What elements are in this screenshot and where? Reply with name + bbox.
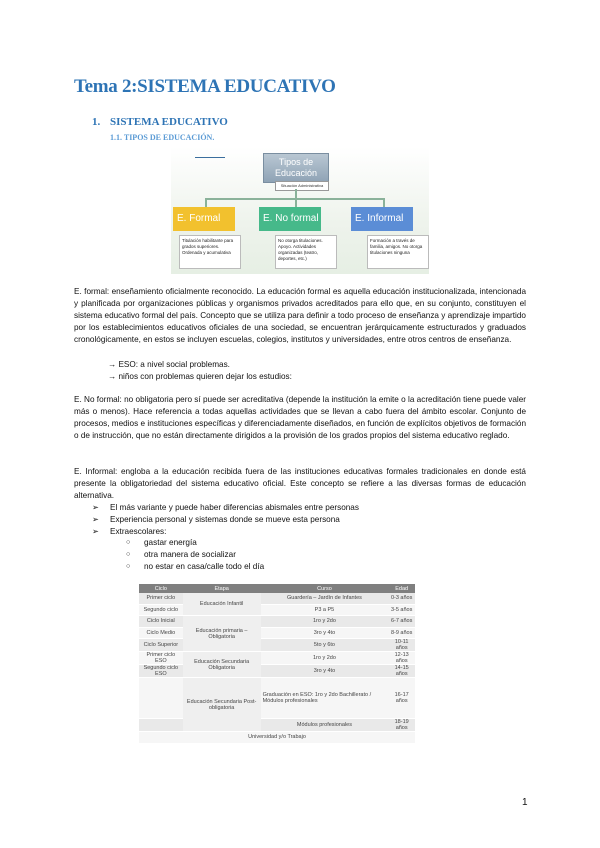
table-row: Módulos profesionales 18-19 años bbox=[139, 719, 415, 732]
sub-bullet-list bbox=[126, 537, 264, 572]
table-header: Edad bbox=[388, 584, 415, 593]
paragraph-formal: E. formal: enseñamiento oficialmente reconocido. La educación formal es aquella educación institucionalizada, intencionada y planificada por organizaciones públicas y organismos privados acreditados para ello que, en su conjunto, constituyen el sistema educativo formal del país. Concepto que se utiliza para definir a todo proceso de enseñanza y aprendizaje impartido por los establecimientos educativos oficiales de una sociedad, se encuentran jerárquicamente estructurados y graduados cronológicamente, en estos se incluyen escuelas, colegios, institutos y universidades, entre otros centros de enseñanza. bbox=[74, 287, 526, 345]
bullet-list bbox=[92, 502, 359, 537]
bullet-arrow-icon: ➢ bbox=[92, 526, 99, 536]
table-row: Primer ciclo Educación Infantil Guardería – Jardín de Infantes 0-3 años bbox=[139, 593, 415, 604]
table-row: Ciclo Inicial Educación primaria – Obligatoria 1ro y 2do 6-7 años bbox=[139, 616, 415, 628]
table-header: Curso bbox=[261, 584, 389, 593]
education-stages-table bbox=[139, 584, 415, 744]
list-item: ➢ El más variante y puede haber diferencias abismales entre personas bbox=[92, 503, 359, 512]
section-heading bbox=[92, 116, 228, 128]
list-item: ➢ Experiencia personal y sistemas donde se mueve esta persona bbox=[92, 514, 340, 524]
circle-bullet-icon: ○ bbox=[126, 539, 131, 546]
diagram-box-formal: E. Formal bbox=[173, 207, 235, 231]
circle-bullet-icon: ○ bbox=[126, 562, 131, 570]
paragraph-no-formal: E. No formal: no obligatoria pero sí puede ser acreditativa (depende la institución la emite o la acreditación tiene puede valer más o menos). Hace referencia a todas aquellas actividades que se llevan a cabo fuera del ámbito escolar. Conjunto de procesos, medios e instituciones específicas y diferenciadamente diseñados, en función de explícitos objetivos de formación o de instrucción, que no están directamente dirigidos a la provisión de los grados propios del sistema educativo reglado. bbox=[74, 395, 526, 441]
diagram-line bbox=[195, 157, 225, 158]
subsection-heading: 1.1. TIPOS DE EDUCACIÓN. bbox=[110, 133, 215, 142]
list-item: ○ no estar en casa/calle todo el día bbox=[126, 561, 265, 571]
table-row: Segundo ciclo P3 a P5 3-5 años bbox=[139, 604, 415, 616]
table-header: Ciclo bbox=[139, 584, 183, 593]
page-title: Tema 2:SISTEMA EDUCATIVO bbox=[74, 76, 336, 97]
table-row: Ciclo Superior 5to y 6to 10-11 años bbox=[139, 639, 415, 652]
table-row: Primer ciclo ESO Educación Secundaria Obligatoria 1ro y 2do 12-13 años bbox=[139, 652, 415, 665]
section-label: SISTEMA EDUCATIVO bbox=[110, 116, 228, 128]
arrow-note: → niños con problemas quieren dejar los estudios: bbox=[108, 372, 292, 381]
section-number: 1. bbox=[92, 116, 101, 128]
list-item: ○ otra manera de socializar bbox=[126, 549, 236, 559]
diagram-box-informal: E. Informal bbox=[351, 207, 413, 231]
paragraph-informal: E. Informal: engloba a la educación recibida fuera de las instituciones educativas formales tradicionales en donde está presente la obligatoriedad del sistema educativo oficial. Este concepto se refiere a las diversas formas de educación alternativa. bbox=[74, 467, 526, 501]
diagram-root-box: Tipos de Educación bbox=[263, 153, 329, 183]
table-row: Educación Secundaria Post-obligatoria Graduación en ESO: 1ro y 2do Bachillerato / Módulos profesionales 16-17 años bbox=[139, 678, 415, 719]
circle-bullet-icon: ○ bbox=[126, 550, 131, 558]
table-header-row bbox=[139, 584, 415, 593]
diagram-desc-formal: Titulación habilitante para grados superiores. Ordenada y acumulativa bbox=[179, 235, 241, 269]
list-item: ○ gastar energía bbox=[126, 538, 197, 547]
table-row: Universidad y/o Trabajo bbox=[139, 732, 415, 744]
diagram-box-no-formal: E. No formal bbox=[259, 207, 321, 231]
diagram-desc-informal: Formación a través de familia, amigos. No otorga titulaciones ninguna bbox=[367, 235, 429, 269]
table-header: Etapa bbox=[183, 584, 261, 593]
arrow-note: → ESO: a nivel social problemas. bbox=[108, 360, 230, 369]
diagram-desc-no-formal: No otorga titulaciones. Apoyo. Actividades organizadas (teatro, deportes, etc.) bbox=[275, 235, 337, 269]
bullet-arrow-icon: ➢ bbox=[92, 503, 99, 512]
page-number: 1 bbox=[522, 797, 528, 808]
bullet-arrow-icon: ➢ bbox=[92, 514, 99, 524]
list-item: ➢ Extraescolares: bbox=[92, 526, 167, 536]
table-row: Ciclo Medio 3ro y 4to 8-9 años bbox=[139, 627, 415, 639]
education-types-diagram bbox=[171, 147, 429, 274]
diagram-root-subtitle: Situación Administrativa bbox=[275, 181, 329, 191]
table-row: Segundo ciclo ESO 3ro y 4to 14-15 años bbox=[139, 665, 415, 678]
